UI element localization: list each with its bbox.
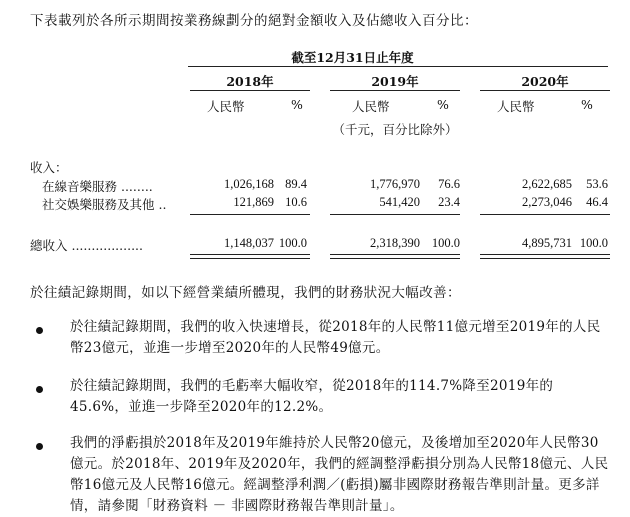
cell: 53.6 xyxy=(586,177,608,191)
year-rule-2018 xyxy=(190,90,310,91)
row-label-social-entertainment: 社交娛樂服務及其他 .. xyxy=(42,197,167,212)
year-2018: 2018年 xyxy=(226,74,274,89)
bullet-text-gross-loss: 於往績記錄期間，我們的毛虧率大幅收窄，從2018年的114.7%降至2019年的45.6%，並進一步降至2020年的12.2%。 xyxy=(70,378,554,415)
section-label-revenue: 收入： xyxy=(30,160,68,175)
cell: 541,420 xyxy=(379,195,420,209)
intro-text: 下表載列於各所示期間按業務線劃分的絕對金額收入及佔總收入百分比： xyxy=(30,13,478,29)
row-label-online-music: 在線音樂服務 ........ xyxy=(42,179,153,194)
total-label: 總收入 .................. xyxy=(30,238,143,253)
cell: 10.6 xyxy=(285,195,307,209)
subtotal-rule-2019 xyxy=(330,214,460,215)
cell: 89.4 xyxy=(285,177,307,191)
cell: 1,026,168 xyxy=(224,177,274,191)
cell: 1,776,970 xyxy=(370,177,420,191)
year-2019: 2019年 xyxy=(371,74,419,89)
percent-label-2020: % xyxy=(581,97,593,112)
year-rule-2019 xyxy=(330,90,460,91)
cell: 2,622,685 xyxy=(522,177,572,191)
total-double-rule-2020 xyxy=(480,254,610,259)
currency-label-2019: 人民幣 xyxy=(352,99,390,114)
cell: 2,273,046 xyxy=(522,195,572,209)
total-cell: 1,148,037 xyxy=(224,236,274,250)
bullet-text-net-loss: 我們的淨虧損於2018年及2019年維持於人民幣20億元，及後增加至2020年人民幣30億元。於2018年、2019年及2020年，我們的經調整淨虧損分別為人民幣18億元、人民幣16億元及人民幣16億元。經調整淨利潤／(虧損)屬非國際財務報告準則計量。更多詳情，請參閱「財務資料 － 非國際財務報告準則計量」。 xyxy=(70,435,609,514)
summary-paragraph: 於往績記錄期間，如以下經營業績所體現，我們的財務狀況大幅改善： xyxy=(30,285,461,301)
cell: 46.4 xyxy=(586,195,608,209)
subtotal-rule-2020 xyxy=(480,214,610,215)
total-cell: 100.0 xyxy=(431,236,460,250)
total-cell: 100.0 xyxy=(278,236,307,250)
bullet-dot xyxy=(36,327,43,334)
period-header: 截至12月31日止年度 xyxy=(291,50,414,65)
subtotal-rule-2018 xyxy=(190,214,310,215)
total-cell: 100.0 xyxy=(579,236,608,250)
currency-label-2020: 人民幣 xyxy=(497,99,535,114)
cell: 23.4 xyxy=(438,195,460,209)
unit-note: （千元，百分比除外） xyxy=(332,122,458,137)
total-double-rule-2019 xyxy=(330,254,460,259)
currency-label-2018: 人民幣 xyxy=(207,99,245,114)
cell: 76.6 xyxy=(438,177,460,191)
total-double-rule-2018 xyxy=(190,254,310,259)
percent-label-2018: % xyxy=(291,97,303,112)
bullet-dot xyxy=(36,443,43,450)
year-2020: 2020年 xyxy=(521,74,569,89)
total-cell: 2,318,390 xyxy=(370,236,420,250)
bullet-text-revenue: 於往績記錄期間，我們的收入快速增長，從2018年的人民幣11億元增至2019年的人民幣23億元，並進一步增至2020年的人民幣49億元。 xyxy=(70,319,601,356)
total-cell: 4,895,731 xyxy=(522,236,572,250)
year-rule-2020 xyxy=(480,90,610,91)
percent-label-2019: % xyxy=(437,97,449,112)
cell: 121,869 xyxy=(233,195,274,209)
bullet-dot xyxy=(36,386,43,393)
header-rule xyxy=(188,66,608,67)
